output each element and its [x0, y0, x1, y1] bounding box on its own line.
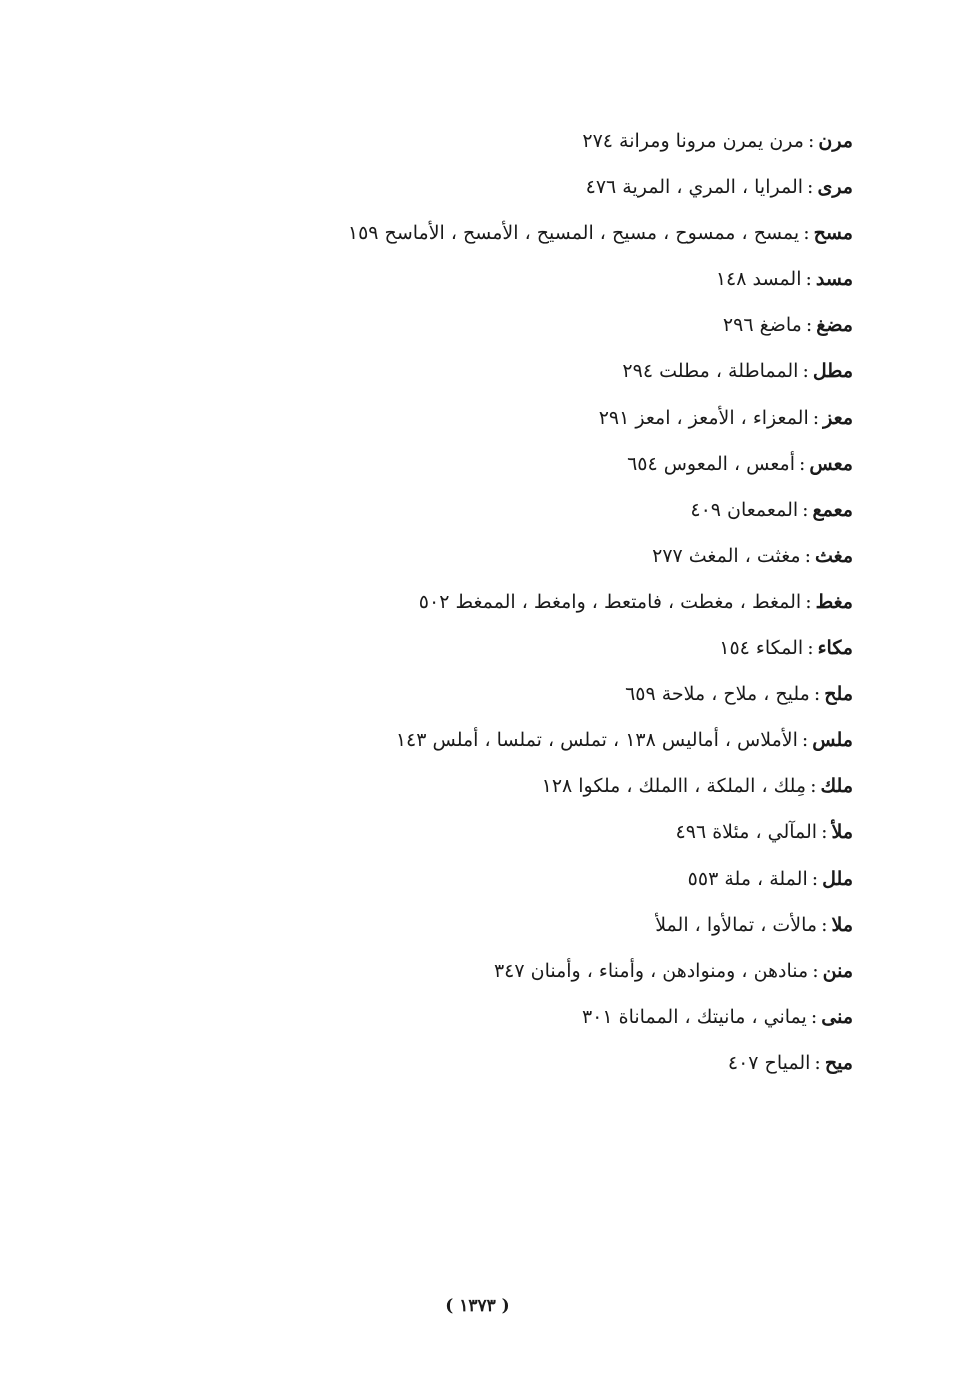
entry-words: منادهن ، ومنوادهن ، وأمناء ، وأمنان ٣٤٧ [493, 959, 809, 982]
entry-separator: : [812, 959, 819, 982]
entry-separator: : [807, 637, 814, 660]
entry-separator: : [812, 406, 820, 429]
index-entry [293, 487, 853, 533]
entry-separator: : [805, 268, 812, 291]
entry-words: المغط ، مغطت ، فامتعط ، وامغط ، الممغط ٥٠٢ [418, 590, 802, 613]
entry-separator: : [821, 821, 828, 844]
page-number: ( ١٣٧٣ ) [445, 1296, 510, 1316]
entry-root: معمع [812, 498, 853, 521]
index-entry [293, 948, 853, 994]
entry-root: منن [822, 959, 853, 982]
entry-words: المرايا ، المري ، المرية ٤٧٦ [585, 176, 804, 199]
entry-separator: : [810, 1005, 818, 1028]
entry-root: ملح [824, 683, 853, 706]
index-entry [293, 395, 853, 441]
index-entry [293, 164, 853, 210]
entry-root: ملس [812, 729, 853, 752]
index-entry [293, 256, 853, 302]
index-entry-list [293, 118, 853, 1086]
entry-separator: : [799, 452, 806, 475]
index-entry [293, 302, 853, 348]
index-entry [293, 717, 853, 763]
entry-words: المياح ٤٠٧ [727, 1051, 811, 1074]
index-entry [293, 1040, 853, 1086]
entry-root: مغط [815, 590, 853, 613]
index-entry [293, 441, 853, 487]
index-entry [293, 763, 853, 809]
entry-separator: : [802, 360, 809, 383]
entry-root: مغث [815, 544, 853, 567]
entry-root: مرى [817, 176, 853, 199]
entry-root: مسح [813, 222, 853, 245]
entry-separator: : [805, 590, 812, 613]
entry-root: معز [823, 406, 853, 429]
entry-separator: : [802, 498, 809, 521]
entry-root: مطل [812, 360, 853, 383]
entry-words: المماطلة ، مطلت ٢٩٤ [622, 360, 799, 383]
entry-separator: : [805, 314, 813, 337]
entry-root: مضغ [816, 314, 853, 337]
entry-words: المعمعان ٤٠٩ [690, 498, 799, 521]
entry-separator: : [811, 867, 819, 890]
entry-words: مالأت ، تمالأوا ، الملأ [655, 913, 818, 936]
index-entry [293, 902, 853, 948]
entry-root: مرن [818, 130, 853, 152]
entry-separator: : [813, 683, 821, 706]
entry-words: مِلك ، الملكة ، االملك ، ملكوا ١٢٨ [541, 775, 807, 798]
entry-root: ملا [831, 913, 853, 936]
entry-root: مسد [815, 268, 853, 291]
entry-root: ملأ [831, 821, 853, 844]
index-entry [293, 994, 853, 1040]
entry-words: المعزاء ، الأمعز ، امعز ٢٩١ [598, 406, 809, 429]
entry-root: معس [809, 452, 853, 475]
entry-words: ماضغ ٢٩٦ [722, 314, 802, 337]
entry-words: الأملاس ، أماليس ١٣٨ ، تملس ، تملسا ، أملس ١٤٣ [395, 729, 798, 752]
entry-words: المكاء ١٥٤ [719, 637, 804, 660]
index-entry [293, 210, 853, 256]
index-entry [293, 856, 853, 902]
index-entry [293, 671, 853, 717]
entry-separator: : [821, 913, 828, 936]
entry-separator: : [814, 1051, 821, 1074]
entry-words: مرن يمرن مرونا ومرانة ٢٧٤ [582, 130, 804, 152]
entry-separator: : [803, 222, 810, 245]
entry-words: أمعس ، المعوس ٦٥٤ [627, 452, 796, 475]
index-entry [293, 579, 853, 625]
entry-root: ملل [822, 867, 853, 890]
entry-root: ميح [824, 1051, 853, 1074]
entry-words: مليح ، ملاح ، ملاحة ٦٥٩ [625, 683, 810, 706]
entry-words: مغثت ، المغث ٢٧٧ [652, 544, 801, 567]
entry-words: يمسح ، ممسوح ، مسيح ، المسيح ، الأمسح ، الأماسح ١٥٩ [347, 222, 800, 245]
index-entry [293, 625, 853, 671]
entry-root: مكاء [817, 637, 853, 660]
index-entry [293, 533, 853, 579]
index-entry [293, 118, 853, 164]
index-entry [293, 348, 853, 394]
entry-root: ملك [820, 775, 853, 798]
entry-separator: : [807, 130, 815, 152]
entry-separator: : [801, 729, 809, 752]
entry-words: المآلي ، مئلاة ٤٩٦ [675, 821, 818, 844]
entry-words: يماني ، مانيتك ، المماناة ٣٠١ [581, 1005, 807, 1028]
entry-separator: : [804, 544, 811, 567]
entry-separator: : [810, 775, 817, 798]
entry-separator: : [807, 176, 814, 199]
index-entry [293, 809, 853, 855]
entry-words: الملة ، ملة ٥٥٣ [687, 867, 808, 890]
entry-words: المسد ١٤٨ [715, 268, 802, 291]
entry-root: منى [821, 1005, 853, 1028]
